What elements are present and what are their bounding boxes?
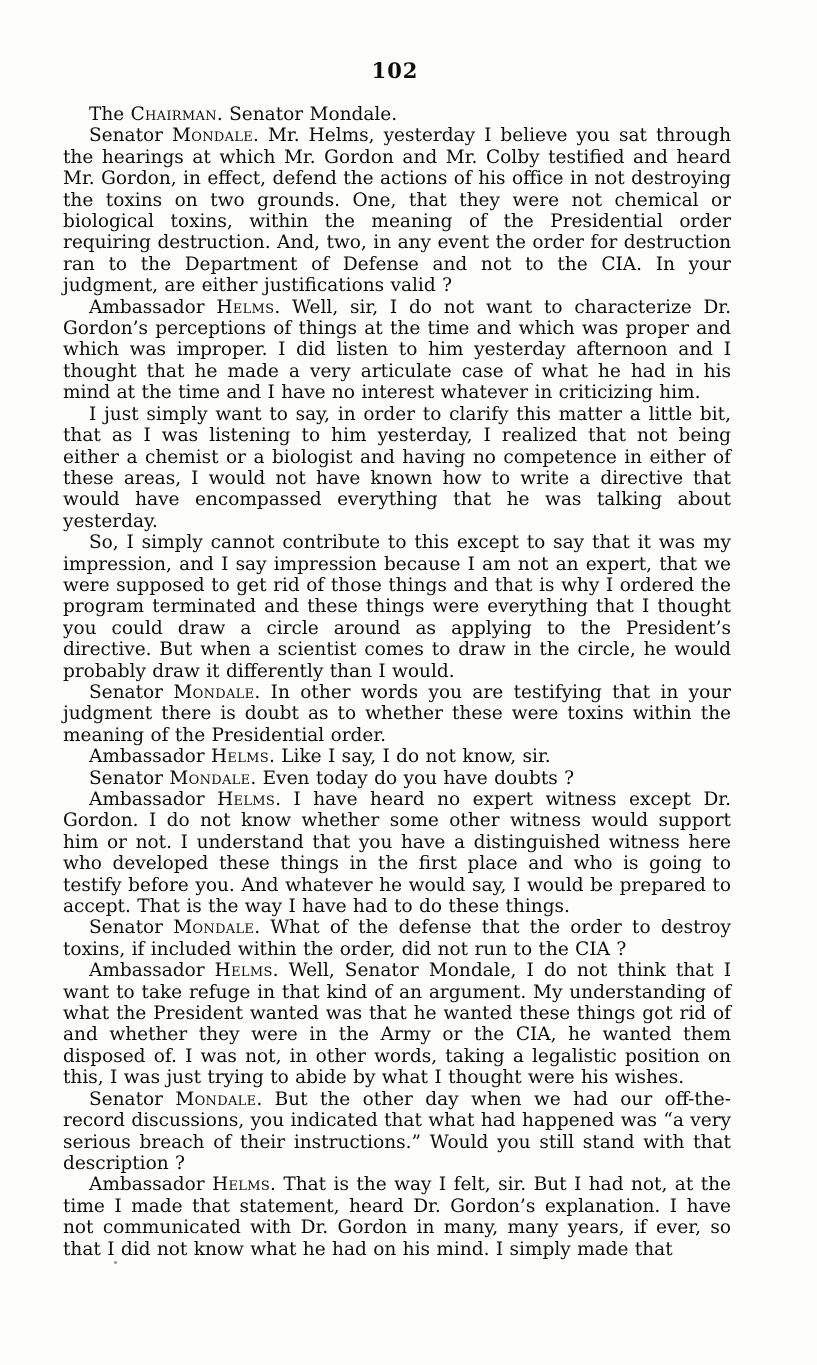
speaker-name: Helms <box>217 789 276 810</box>
speaker-name: Chairman <box>130 104 217 125</box>
speaker-name: Helms <box>212 1174 271 1196</box>
paragraph: Ambassador Helms. Well, Senator Mondale, I do not think that I want to take refuge in that kind of an argument. My understanding of what the President wanted was that he wanted these things got rid of and whether they were in the Army or the CIA, he wanted them disposed of. I was not, in other words, taking a legalistic position on this, I was just trying to abide by what I thought were his wishes. <box>63 960 732 1089</box>
paragraph: Senator Mondale. But the other day when we had our off-the-record discussions, you indicated that what had happened was “a very serious breach of their instructions.” Would you still stand with that description ? <box>63 1088 731 1174</box>
speaker-name: Mondale <box>173 917 255 939</box>
paragraph: Ambassador Helms. That is the way I felt, sir. But I had not, at the time I made that statement, heard Dr. Gordon’s explanation. I have not communicated with Dr. Gordon in many, many years, if ever, so that I did not know what he had on his mind. I simply made that <box>63 1174 731 1260</box>
paragraph: The Chairman. Senator Mondale. <box>89 104 398 125</box>
speaker-name: Helms <box>214 960 273 982</box>
paragraph: Senator Mondale. In other words you are testifying that in your judgment there is doubt as to whether these were toxins within the meaning of the Presidential order. <box>63 681 731 746</box>
speaker-name: Helms <box>211 746 269 768</box>
paragraph: Ambassador Helms. I have heard no expert witness except Dr. Gordon. I do not know whether some other witness would support him or not. I understand that you have a distinguished witness here who developed these things in the first place and who is going to testify before you. And whatever he would say, I would be prepared to accept. That is the way I have had to do these things. <box>63 789 731 918</box>
paragraph: Senator Mondale. What of the defense that the order to destroy toxins, if included within the order, did not run to the CIA ? <box>63 917 731 960</box>
speaker-name: Mondale <box>172 125 254 147</box>
paragraph: Senator Mondale. Mr. Helms, yesterday I believe you sat through the hearings at which Mr. Gordon and Mr. Colby testified and heard Mr. Gordon, in effect, defend the actions of his office in not destroying the toxins on two grounds. One, that they were not chemical or biological toxins, within the meaning of the Presidential order requiring destruction. And, two, in any event the order for destruction ran to the Department of Defense and not to the CIA. In your judgment, are either justifications valid ? <box>63 125 731 297</box>
paragraph: Ambassador Helms. Like I say, I do not know, sir. <box>89 746 551 768</box>
paragraph: Ambassador Helms. Well, sir, I do not want to characterize Dr. Gordon’s perceptions of things at the time and which was proper and which was improper. I did listen to him yesterday afternoon and I thought that he made a very articulate case of what he had in his mind at the time and I have no interest whatever in criticizing him. <box>63 296 732 404</box>
speaker-name: Mondale <box>173 681 255 703</box>
scan-speck <box>114 1261 117 1264</box>
speaker-name: Mondale <box>175 1088 257 1110</box>
speaker-name: Mondale <box>169 767 251 789</box>
paragraph: I just simply want to say, in order to clarify this matter a little bit, that as I was listening to him yesterday, I realized that not being either a chemist or a biologist and having no competence in either of these areas, I would not have known how to write a directive that would have encompassed everything that he was talking about yesterday. <box>63 403 731 532</box>
speaker-name: Helms <box>216 296 275 318</box>
page-number: 102 <box>371 58 419 83</box>
transcript-text <box>63 104 731 1260</box>
paragraph: Senator Mondale. Even today do you have doubts ? <box>89 767 575 789</box>
paragraph: So, I simply cannot contribute to this except to say that it was my impression, and I say impression because I am not an expert, that we were supposed to get rid of those things and that is why I ordered the program terminated and these things were everything that I thought you could draw a circle around as applying to the President’s directive. But when a scientist comes to draw in the circle, he would probably draw it differently than I would. <box>63 532 731 682</box>
